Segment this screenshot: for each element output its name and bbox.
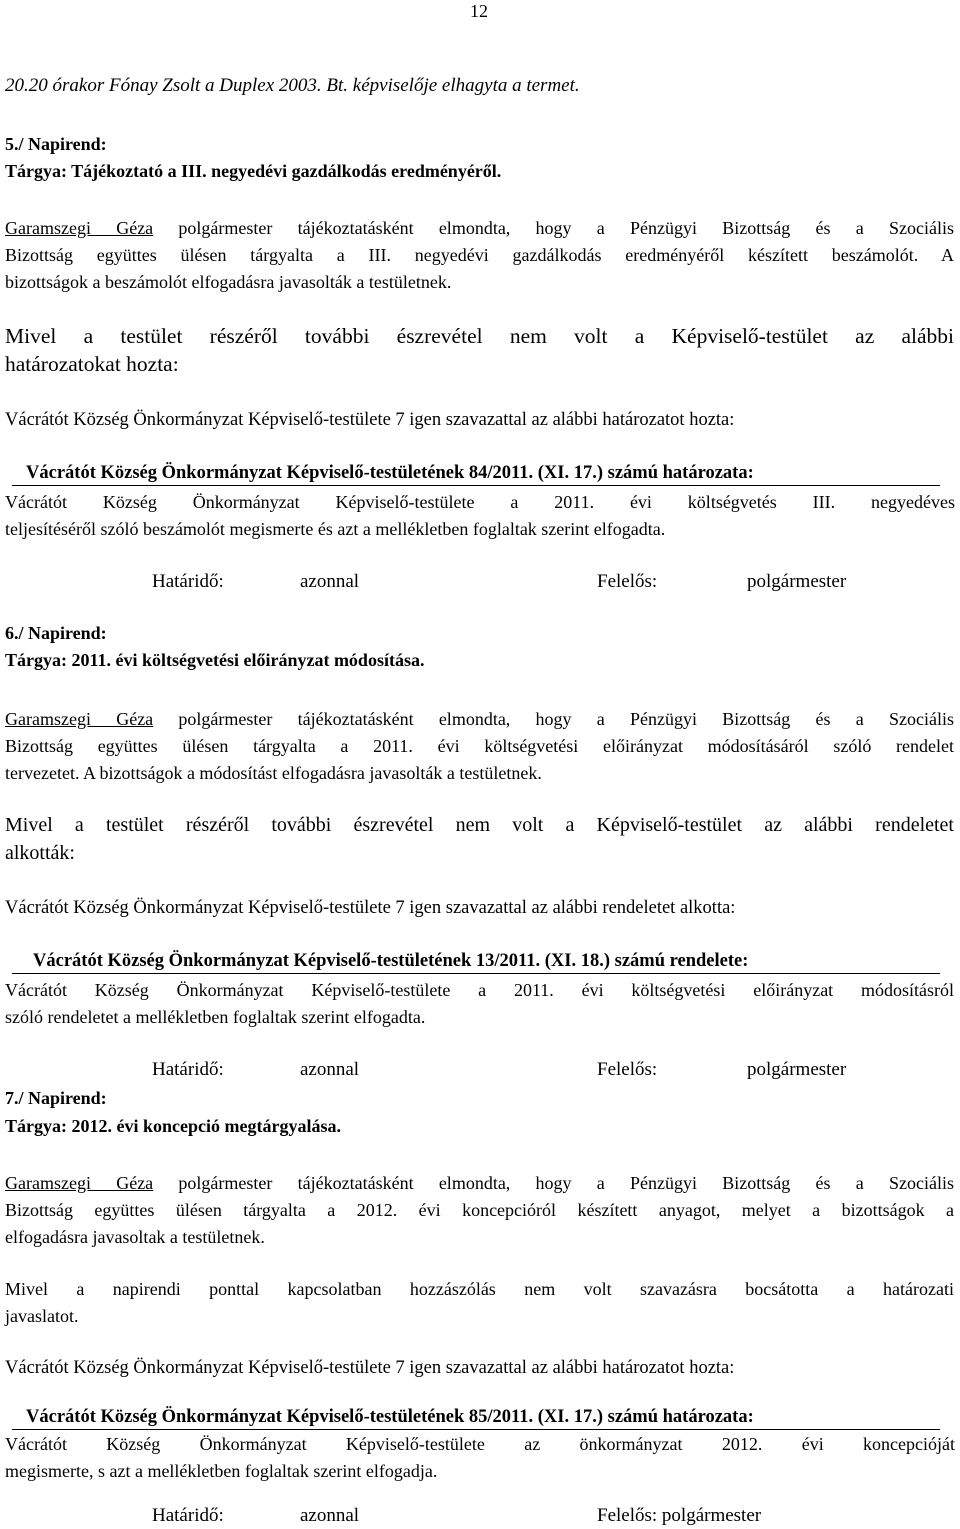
agenda-7-para1-line3: elfogadásra javasoltak a testületnek. <box>5 1227 265 1247</box>
responsible-value: polgármester <box>747 571 847 592</box>
agenda-7-heading: 7./ Napirend: <box>5 1088 107 1108</box>
speaker-name: Garamszegi Géza <box>5 709 154 729</box>
agenda-5-heading: 5./ Napirend: <box>5 134 107 154</box>
agenda-7-para1-line2: Bizottság együttes ülésen tárgyalta a 2012. évi koncepcióról készített anyagot, melyet a bizottságok a <box>5 1200 954 1220</box>
responsible-value: polgármester <box>747 1059 847 1080</box>
agenda-6-para2-line2: alkották: <box>5 842 75 864</box>
deadline-value: azonnal <box>300 1505 360 1526</box>
agenda-6-subject: Tárgya: 2011. évi költségvetési előirányzat módosítása. <box>5 650 425 670</box>
responsible-label: Felelős: <box>597 571 658 592</box>
resolution-title-rule <box>12 485 940 486</box>
agenda-6-resolution-title: Vácrátót Község Önkormányzat Képviselő-testületének 13/2011. (XI. 18.) számú rendelete: <box>33 951 749 971</box>
speaker-name: Garamszegi Géza <box>5 1173 154 1193</box>
responsible-label: Felelős: <box>597 1059 658 1080</box>
page-number: 12 <box>470 1 488 21</box>
agenda-5-para2-line2: határozatokat hozta: <box>5 352 179 376</box>
agenda-5-resolution-title: Vácrátót Község Önkormányzat Képviselő-testületének 84/2011. (XI. 17.) számú határozata: <box>26 463 754 483</box>
agenda-7-para2-line1: Mivel a napirendi ponttal kapcsolatban hozzászólás nem volt szavazásra bocsátotta a határozati <box>5 1279 954 1299</box>
agenda-5-para1-line3: bizottságok a beszámolót elfogadásra javasolták a testületnek. <box>5 272 452 292</box>
agenda-6-deadline-row <box>0 1056 960 1083</box>
agenda-7-subject: Tárgya: 2012. évi koncepció megtárgyalása. <box>5 1116 341 1136</box>
speaker-name: Garamszegi Géza <box>5 218 154 238</box>
agenda-5-para1-line2: Bizottság együttes ülésen tárgyalta a III. negyedévi gazdálkodás eredményéről készített beszámolót. A <box>5 245 954 265</box>
intro-note: 20.20 órakor Fónay Zsolt a Duplex 2003. Bt. képviselője elhagyta a termet. <box>5 75 580 96</box>
agenda-7-resolution-line2: megismerte, s azt a mellékletben foglaltak szerint elfogadja. <box>5 1461 438 1481</box>
agenda-6-para2-line1: Mivel a testület részéről további észrevétel nem volt a Képviselő-testület az alábbi rendeletet <box>5 814 954 836</box>
agenda-5-resolution-line1: Vácrátót Község Önkormányzat Képviselő-testülete a 2011. évi költségvetés III. negyedéves <box>5 492 955 512</box>
agenda-7-deadline-row <box>0 1502 960 1529</box>
agenda-5-resolution-line2: teljesítéséről szóló beszámolót megismerte és azt a mellékletben foglaltak szerint elfogadta. <box>5 519 666 539</box>
deadline-label: Határidő: <box>152 571 224 592</box>
deadline-value: azonnal <box>300 1059 360 1080</box>
agenda-7-para1-line1: Garamszegi Géza polgármester tájékoztatásként elmondta, hogy a Pénzügyi Bizottság és a Szociális <box>5 1173 954 1193</box>
agenda-7-resolution-title: Vácrátót Község Önkormányzat Képviselő-testületének 85/2011. (XI. 17.) számú határozata: <box>26 1407 754 1427</box>
agenda-6-para1-line1: Garamszegi Géza polgármester tájékoztatásként elmondta, hogy a Pénzügyi Bizottság és a Szociális <box>5 709 954 729</box>
agenda-5-deadline-row <box>0 568 960 595</box>
agenda-5-para2-line1: Mivel a testület részéről további észrevétel nem volt a Képviselő-testület az alábbi <box>5 324 954 348</box>
agenda-6-heading: 6./ Napirend: <box>5 623 107 643</box>
agenda-5-vote: Vácrátót Község Önkormányzat Képviselő-testülete 7 igen szavazattal az alábbi határozatot hozta: <box>5 410 735 430</box>
deadline-label: Határidő: <box>152 1505 224 1526</box>
resolution-title-rule <box>12 1429 940 1430</box>
agenda-6-para1-line3: tervezetet. A bizottságok a módosítást elfogadásra javasolták a testületnek. <box>5 763 542 783</box>
resolution-title-rule <box>12 973 940 974</box>
agenda-6-vote: Vácrátót Község Önkormányzat Képviselő-testülete 7 igen szavazattal az alábbi rendeletet alkotta: <box>5 898 736 918</box>
agenda-5-para1-line1: Garamszegi Géza polgármester tájékoztatásként elmondta, hogy a Pénzügyi Bizottság és a Szociális <box>5 218 954 238</box>
deadline-label: Határidő: <box>152 1059 224 1080</box>
agenda-7-vote: Vácrátót Község Önkormányzat Képviselő-testülete 7 igen szavazattal az alábbi határozatot hozta: <box>5 1358 735 1378</box>
responsible-label: Felelős: polgármester <box>597 1505 762 1526</box>
agenda-7-para2-line2: javaslatot. <box>5 1306 79 1326</box>
agenda-6-para1-line2: Bizottság együttes ülésen tárgyalta a 2011. évi költségvetési előirányzat módosításáról szóló rendelet <box>5 736 954 756</box>
agenda-7-resolution-line1: Vácrátót Község Önkormányzat Képviselő-testülete az önkormányzat 2012. évi koncepcióját <box>5 1434 955 1454</box>
agenda-6-resolution-line1: Vácrátót Község Önkormányzat Képviselő-testülete a 2011. évi költségvetési előirányzat módosításról <box>5 980 954 1000</box>
agenda-5-subject: Tárgya: Tájékoztató a III. negyedévi gazdálkodás eredményéről. <box>5 161 502 181</box>
agenda-6-resolution-line2: szóló rendeletet a mellékletben foglaltak szerint elfogadta. <box>5 1007 426 1027</box>
deadline-value: azonnal <box>300 571 360 592</box>
